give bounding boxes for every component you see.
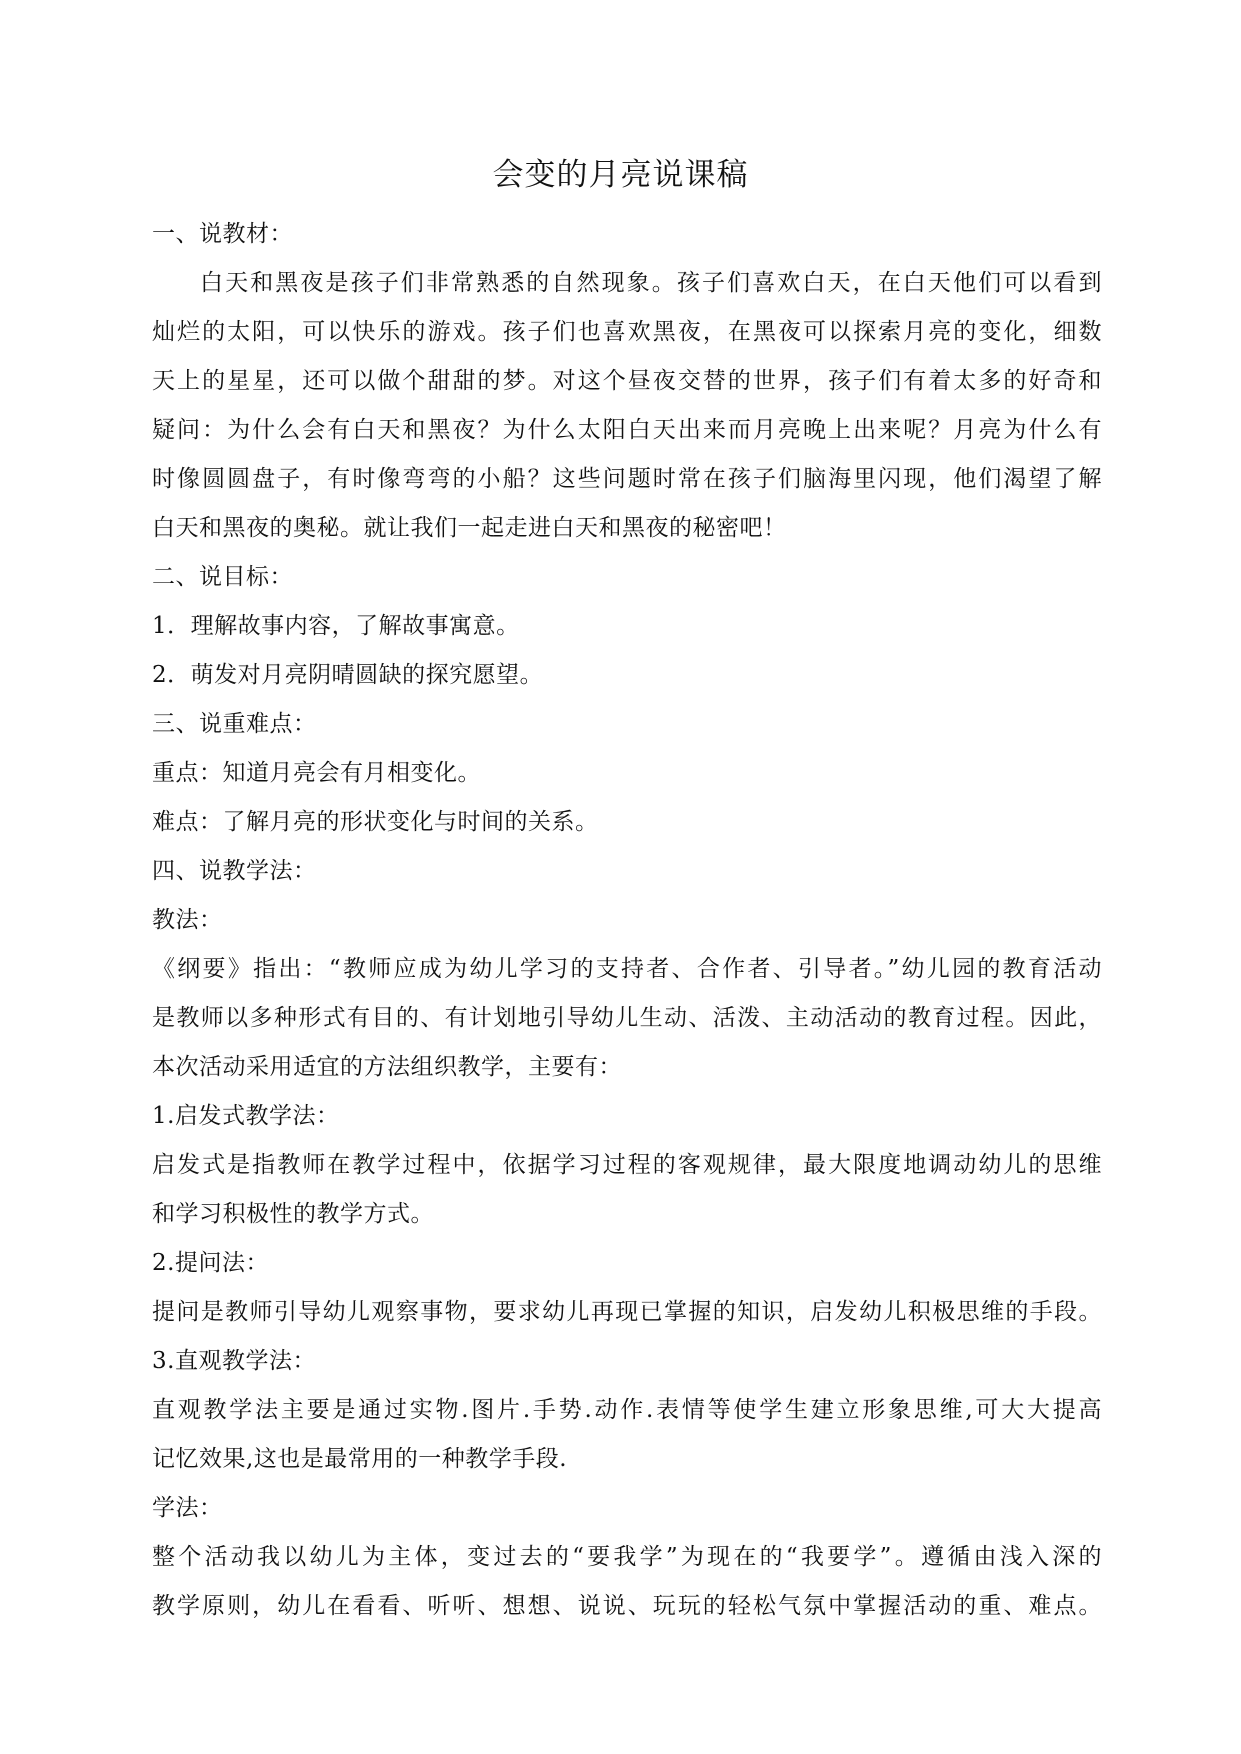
section-heading-key-points: 三、说重难点： xyxy=(152,711,317,737)
paragraph-line: 疑问：为什么会有白天和黑夜？为什么太阳白天出来而月亮晚上出来呢？月亮为什么有 xyxy=(152,417,1102,443)
paragraph-line: 本次活动采用适宜的方法组织教学，主要有： xyxy=(152,1054,622,1080)
paragraph-line: 整个活动我以幼儿为主体，变过去的“要我学”为现在的“我要学”。遵循由浅入深的 xyxy=(152,1544,1102,1570)
difficult-point-line: 难点：了解月亮的形状变化与时间的关系。 xyxy=(152,809,599,835)
method-heading: 1.启发式教学法： xyxy=(152,1103,340,1129)
subheading-teaching-method: 教法： xyxy=(152,907,223,933)
paragraph-line: 记忆效果,这也是最常用的一种教学手段. xyxy=(152,1446,568,1472)
paragraph-line: 教学原则，幼儿在看看、听听、想想、说说、玩玩的轻松气氛中掌握活动的重、难点。 xyxy=(152,1593,1102,1619)
section-heading-methods: 四、说教学法： xyxy=(152,858,317,884)
key-point-line: 重点：知道月亮会有月相变化。 xyxy=(152,760,481,786)
paragraph-line: 和学习积极性的教学方式。 xyxy=(152,1201,434,1227)
paragraph-line: 启发式是指教师在教学过程中，依据学习过程的客观规律，最大限度地调动幼儿的思维 xyxy=(152,1152,1102,1178)
paragraph-line: 天上的星星，还可以做个甜甜的梦。对这个昼夜交替的世界，孩子们有着太多的好奇和 xyxy=(152,368,1102,394)
section-heading-goals: 二、说目标： xyxy=(152,564,293,590)
document-title: 会变的月亮说课稿 xyxy=(492,157,749,193)
list-item: 2．萌发对月亮阴晴圆缺的探究愿望。 xyxy=(152,662,544,688)
paragraph-line: 白天和黑夜的奥秘。就让我们一起走进白天和黑夜的秘密吧！ xyxy=(152,515,787,541)
paragraph-line: 直观教学法主要是通过实物.图片.手势.动作.表情等使学生建立形象思维,可大大提高 xyxy=(152,1397,1102,1423)
list-item: 1．理解故事内容，了解故事寓意。 xyxy=(152,613,520,639)
paragraph-line: 是教师以多种形式有目的、有计划地引导幼儿生动、活泼、主动活动的教育过程。因此， xyxy=(152,1005,1102,1031)
method-heading: 2.提问法： xyxy=(152,1250,269,1276)
paragraph-line: 时像圆圆盘子，有时像弯弯的小船？这些问题时常在孩子们脑海里闪现，他们渴望了解 xyxy=(152,466,1102,492)
subheading-learning-method: 学法： xyxy=(152,1495,223,1521)
paragraph-line: 提问是教师引导幼儿观察事物，要求幼儿再现已掌握的知识，启发幼儿积极思维的手段。 xyxy=(152,1299,1102,1325)
paragraph-line: 《纲要》指出：“教师应成为幼儿学习的支持者、合作者、引导者。”幼儿园的教育活动 xyxy=(152,956,1102,982)
paragraph-line: 灿烂的太阳，可以快乐的游戏。孩子们也喜欢黑夜，在黑夜可以探索月亮的变化，细数 xyxy=(152,319,1102,345)
section-heading-teaching-material: 一、说教材： xyxy=(152,221,293,247)
method-heading: 3.直观教学法： xyxy=(152,1348,316,1374)
paragraph-line: 白天和黑夜是孩子们非常熟悉的自然现象。孩子们喜欢白天，在白天他们可以看到 xyxy=(200,270,1102,296)
